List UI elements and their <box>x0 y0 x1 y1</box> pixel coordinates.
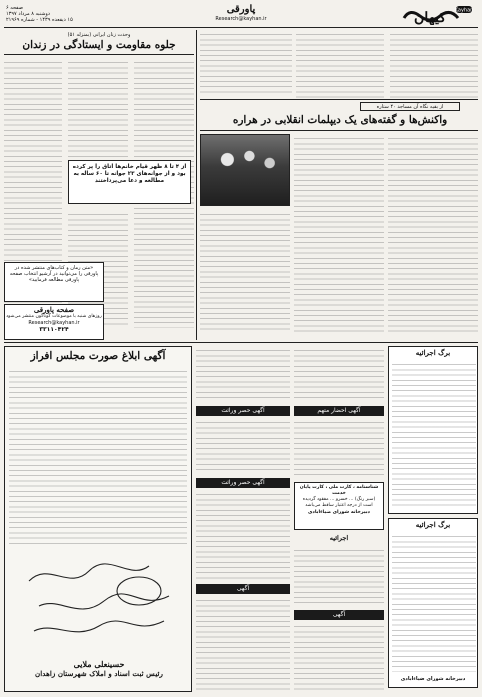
diplomat-col-0 <box>200 210 290 334</box>
ad3-body <box>196 596 290 690</box>
prison-col-2 <box>68 58 128 158</box>
ejra-body <box>294 546 384 606</box>
lost-docs-column <box>388 346 478 692</box>
signature-stamp-icon <box>19 551 179 651</box>
diplomat-article <box>200 100 478 340</box>
diplomat-col-2 <box>388 134 478 334</box>
ad1-title: آگهی حصر وراثت <box>196 406 290 416</box>
ad-main <box>4 346 192 692</box>
ad4-title: آگهی احضار متهم <box>294 406 384 416</box>
issue-number: ۱۵ ذیقعده ۱۴۳۹ - شماره ۲۱۹۶۹ <box>6 17 73 23</box>
signer-name: حسینعلی ملایی <box>73 659 125 669</box>
ads-column-mid <box>196 346 290 692</box>
diplomat-headline: واکنش‌ها و گفته‌های یک دیپلمات انقلابی در هراره <box>232 114 448 126</box>
ad-mid-text-1 <box>196 346 290 402</box>
ejra-title: اجرائیه <box>329 534 349 542</box>
middle-column <box>200 30 292 96</box>
kayhan-logo-icon <box>400 4 476 25</box>
highlight-ad-box <box>294 482 384 530</box>
ad5-title: آگهی <box>294 610 384 620</box>
issue-date: دوشنبه ۸ مرداد ۱۳۹۷ <box>6 11 51 17</box>
right-top-col-2 <box>390 30 478 98</box>
loss2-title: برگ اجرائیه <box>415 520 451 529</box>
highlight-line-3: است از درجه اعتبار ساقط می‌باشد <box>305 503 373 508</box>
issue-info <box>6 5 116 25</box>
highlight-line-2: (سبز رنگ) ... خسرو ... مفقود گردیده <box>302 497 376 502</box>
right-top-col-1 <box>296 30 384 98</box>
logo-text: کیهان <box>414 10 446 25</box>
prison-pullquote: از ۴ تا ۸ ظهر قیام خانم‌ها اتاق را پر کرده بود و از جوانه‌های ۲۳ جوانه تا ۶۰ ساله به مطالعه و دعا می‌پرداختند <box>72 164 187 184</box>
loss1-title: برگ اجرائیه <box>415 348 451 357</box>
ad-main-signer <box>9 659 189 679</box>
ad1-body <box>196 418 290 474</box>
ad2-title: آگهی حصر وراثت <box>196 478 290 488</box>
ad4-body <box>294 418 384 478</box>
page-number: صفحه ۶ <box>6 5 23 11</box>
kayhan-logo <box>400 4 476 25</box>
paverghi-box-email: Research@kayhan.ir <box>28 320 80 326</box>
loss2-body <box>392 532 476 672</box>
ad-center-text-1 <box>294 346 384 402</box>
section-title-block <box>186 4 296 24</box>
prison-kicker: وحدت زنان ایرانی (بمنزله ۵۱) <box>67 32 131 38</box>
diplomat-subhead-box <box>360 102 460 111</box>
paverghi-box-title: صفحه پاورقی <box>33 305 75 314</box>
loss2-footer: دبیرخانه شورای ضیاءابادی <box>400 676 466 682</box>
ad3-title: آگهی <box>196 584 290 594</box>
paverghi-box-line: روزهای شنبه با موضوعات گوناگون منتشر می‌شود <box>6 314 102 319</box>
middle-col-text <box>200 30 292 96</box>
paverghi-note: «متن رمان و کتاب‌های منتشر شده در پاورقی را می‌توانید در آرشیو انتخاب صفحه پاورقی مطالعه فرمایید» <box>9 265 99 283</box>
masthead <box>6 4 476 26</box>
paverghi-info-box <box>4 304 104 340</box>
highlight-line-4: دبیرخانه شورای ضیاءابادی <box>308 510 370 515</box>
loss1-box <box>388 346 478 514</box>
paverghi-box-phone: ۳۳۱۱۰۴۲۴ <box>39 326 69 333</box>
ad-main-body-1 <box>9 367 187 547</box>
prison-headline: جلوه مقاومت و ایستادگی در زندان <box>22 39 176 51</box>
section-title: پاورقی <box>226 4 256 15</box>
svg-text:Kayhan: Kayhan <box>454 7 474 14</box>
prison-pullquote-box <box>68 160 191 204</box>
ad5-body <box>294 622 384 690</box>
section-email: Research@kayhan.ir <box>215 16 267 22</box>
ads-column-center <box>294 346 384 692</box>
right-top-text <box>296 30 478 98</box>
loss1-body <box>392 360 476 510</box>
ad2-body <box>196 490 290 580</box>
photo-crowd <box>200 134 290 206</box>
diplomat-subhead: از بقیه نگاه آن مساجد ۴۰ ستاره <box>376 104 444 110</box>
diplomat-col-1 <box>294 134 384 334</box>
paverghi-note-box <box>4 262 104 302</box>
ad-main-title: آگهی ابلاغ صورت مجلس افراز <box>30 350 166 362</box>
signer-role: رئیس ثبت اسناد و املاک شهرستان زاهدان <box>35 669 163 678</box>
loss2-box <box>388 518 478 688</box>
highlight-line-1: شناسنامه ، کارت ملی ، کارت پایان خدمت <box>299 485 379 496</box>
